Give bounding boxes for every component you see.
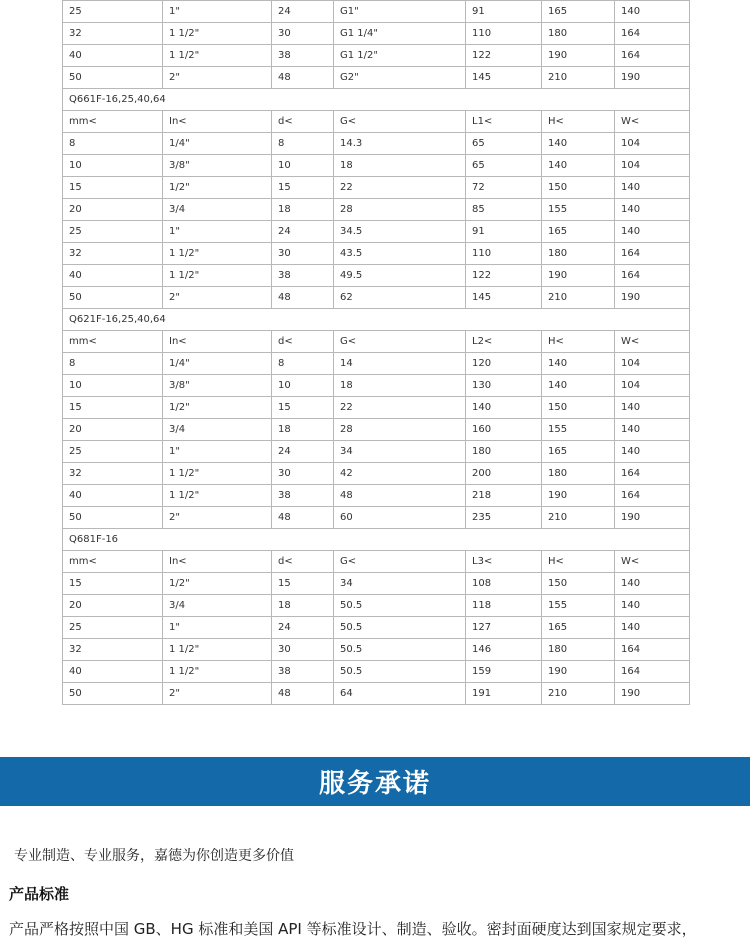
- table-cell: 150: [542, 397, 615, 419]
- column-header: d<: [272, 111, 334, 133]
- table-cell: 159: [466, 661, 542, 683]
- table-cell: 3/4: [163, 199, 272, 221]
- table-row: [63, 617, 690, 639]
- table-cell: 15: [272, 573, 334, 595]
- table-cell: 190: [542, 485, 615, 507]
- table-cell: 165: [542, 221, 615, 243]
- table-cell: 1": [163, 617, 272, 639]
- table-cell: 40: [63, 661, 163, 683]
- column-header: mm<: [63, 331, 163, 353]
- table-cell: 18: [272, 419, 334, 441]
- table-cell: 43.5: [334, 243, 466, 265]
- table-cell: 20: [63, 419, 163, 441]
- table-row: [63, 683, 690, 705]
- table-cell: 1": [163, 441, 272, 463]
- spec-table-body: [63, 1, 690, 705]
- table-cell: 165: [542, 1, 615, 23]
- service-promise-banner: [0, 757, 750, 806]
- table-cell: 140: [615, 199, 690, 221]
- table-cell: 1 1/2": [163, 265, 272, 287]
- table-cell: 164: [615, 485, 690, 507]
- table-cell: 48: [272, 287, 334, 309]
- table-cell: 210: [542, 67, 615, 89]
- table-cell: 190: [615, 67, 690, 89]
- table-cell: 200: [466, 463, 542, 485]
- column-header: mm<: [63, 551, 163, 573]
- table-cell: 150: [542, 573, 615, 595]
- table-cell: 2": [163, 507, 272, 529]
- table-row: [63, 67, 690, 89]
- table-cell: 104: [615, 155, 690, 177]
- table-cell: 20: [63, 595, 163, 617]
- table-cell: 155: [542, 595, 615, 617]
- column-header: L3<: [466, 551, 542, 573]
- table-cell: 140: [615, 617, 690, 639]
- table-cell: 218: [466, 485, 542, 507]
- table-cell: 42: [334, 463, 466, 485]
- table-row: [63, 133, 690, 155]
- table-cell: 10: [272, 375, 334, 397]
- column-header: In<: [163, 331, 272, 353]
- table-cell: 145: [466, 67, 542, 89]
- table-row: [63, 45, 690, 67]
- table-cell: 25: [63, 441, 163, 463]
- table-cell: 15: [63, 573, 163, 595]
- table-cell: 180: [542, 639, 615, 661]
- table-row: [63, 375, 690, 397]
- table-cell: 24: [272, 221, 334, 243]
- table-cell: 1 1/2": [163, 639, 272, 661]
- table-cell: 15: [272, 177, 334, 199]
- table-cell: 15: [272, 397, 334, 419]
- table-row: [63, 485, 690, 507]
- table-cell: 65: [466, 155, 542, 177]
- table-cell: 18: [272, 199, 334, 221]
- table-cell: 40: [63, 485, 163, 507]
- table-row: [63, 243, 690, 265]
- table-cell: 140: [542, 353, 615, 375]
- header-row: [63, 551, 690, 573]
- table-row: [63, 441, 690, 463]
- table-cell: 3/8": [163, 375, 272, 397]
- table-cell: 160: [466, 419, 542, 441]
- table-cell: 14: [334, 353, 466, 375]
- table-cell: 155: [542, 199, 615, 221]
- column-header: d<: [272, 331, 334, 353]
- table-cell: 50.5: [334, 595, 466, 617]
- table-cell: 48: [272, 683, 334, 705]
- table-row: [63, 353, 690, 375]
- table-cell: 2": [163, 67, 272, 89]
- table-cell: 20: [63, 199, 163, 221]
- table-cell: 104: [615, 133, 690, 155]
- table-cell: 180: [466, 441, 542, 463]
- table-cell: 140: [615, 1, 690, 23]
- table-cell: 32: [63, 639, 163, 661]
- table-cell: 65: [466, 133, 542, 155]
- table-row: [63, 265, 690, 287]
- table-cell: 118: [466, 595, 542, 617]
- model-row: [63, 309, 690, 331]
- table-cell: G2": [334, 67, 466, 89]
- table-cell: 34: [334, 441, 466, 463]
- table-cell: 2": [163, 683, 272, 705]
- column-header: G<: [334, 551, 466, 573]
- table-cell: 1": [163, 1, 272, 23]
- column-header: W<: [615, 111, 690, 133]
- table-cell: 18: [334, 375, 466, 397]
- table-cell: 48: [334, 485, 466, 507]
- table-cell: G1 1/4": [334, 23, 466, 45]
- table-cell: 8: [63, 133, 163, 155]
- table-cell: 210: [542, 287, 615, 309]
- table-cell: 164: [615, 265, 690, 287]
- table-cell: 140: [615, 419, 690, 441]
- table-cell: 140: [466, 397, 542, 419]
- table-cell: 140: [615, 595, 690, 617]
- table-cell: 190: [615, 507, 690, 529]
- banner-title: 服务承诺: [318, 769, 431, 799]
- table-cell: 190: [542, 661, 615, 683]
- table-cell: 8: [272, 133, 334, 155]
- table-cell: 48: [272, 507, 334, 529]
- model-row: [63, 529, 690, 551]
- table-cell: 164: [615, 23, 690, 45]
- table-cell: 165: [542, 441, 615, 463]
- column-header: H<: [542, 331, 615, 353]
- table-cell: 1 1/2": [163, 243, 272, 265]
- column-header: L2<: [466, 331, 542, 353]
- model-label: Q621F-16,25,40,64: [63, 309, 690, 331]
- table-cell: 140: [615, 177, 690, 199]
- table-cell: 146: [466, 639, 542, 661]
- table-cell: 164: [615, 45, 690, 67]
- column-header: d<: [272, 551, 334, 573]
- table-cell: 155: [542, 419, 615, 441]
- table-cell: 62: [334, 287, 466, 309]
- table-row: [63, 177, 690, 199]
- table-cell: 104: [615, 375, 690, 397]
- table-cell: 127: [466, 617, 542, 639]
- model-row: [63, 89, 690, 111]
- table-cell: 91: [466, 221, 542, 243]
- table-cell: 190: [542, 265, 615, 287]
- table-cell: 122: [466, 265, 542, 287]
- table-cell: 140: [542, 375, 615, 397]
- product-standard-heading: 产品标准: [9, 885, 70, 903]
- table-cell: 50.5: [334, 617, 466, 639]
- table-row: [63, 199, 690, 221]
- table-cell: 30: [272, 463, 334, 485]
- table-cell: 210: [542, 683, 615, 705]
- table-cell: 25: [63, 617, 163, 639]
- table-cell: 34: [334, 573, 466, 595]
- table-cell: 85: [466, 199, 542, 221]
- table-cell: 8: [272, 353, 334, 375]
- table-cell: 140: [542, 155, 615, 177]
- table-cell: 165: [542, 617, 615, 639]
- table-row: [63, 1, 690, 23]
- table-row: [63, 155, 690, 177]
- table-cell: 150: [542, 177, 615, 199]
- table-cell: 24: [272, 441, 334, 463]
- header-row: [63, 331, 690, 353]
- table-cell: 180: [542, 23, 615, 45]
- table-row: [63, 573, 690, 595]
- slogan-text: 专业制造、专业服务，嘉德为你创造更多价值: [14, 848, 294, 864]
- table-cell: 15: [63, 397, 163, 419]
- table-cell: 104: [615, 353, 690, 375]
- model-label: Q681F-16: [63, 529, 690, 551]
- table-cell: 2": [163, 287, 272, 309]
- table-cell: 120: [466, 353, 542, 375]
- column-header: In<: [163, 551, 272, 573]
- product-standard-text: 产品严格按照中国 GB、HG 标准和美国 API 等标准设计、制造、验收。密封面硬度达到国家规定要求，: [9, 920, 697, 938]
- table-cell: 191: [466, 683, 542, 705]
- table-cell: 110: [466, 23, 542, 45]
- table-cell: 1 1/2": [163, 463, 272, 485]
- table-cell: 190: [615, 287, 690, 309]
- table-cell: 190: [615, 683, 690, 705]
- table-cell: 1/2": [163, 573, 272, 595]
- table-cell: 15: [63, 177, 163, 199]
- table-cell: 140: [615, 573, 690, 595]
- table-row: [63, 639, 690, 661]
- table-cell: 140: [615, 397, 690, 419]
- table-cell: 38: [272, 265, 334, 287]
- table-cell: 50: [63, 287, 163, 309]
- table-cell: 30: [272, 639, 334, 661]
- column-header: H<: [542, 551, 615, 573]
- table-cell: 122: [466, 45, 542, 67]
- table-cell: 49.5: [334, 265, 466, 287]
- column-header: W<: [615, 551, 690, 573]
- column-header: mm<: [63, 111, 163, 133]
- table-row: [63, 419, 690, 441]
- column-header: G<: [334, 331, 466, 353]
- table-cell: 1/2": [163, 397, 272, 419]
- table-cell: 28: [334, 419, 466, 441]
- table-cell: 34.5: [334, 221, 466, 243]
- table-cell: 190: [542, 45, 615, 67]
- table-cell: 32: [63, 243, 163, 265]
- table-cell: 10: [272, 155, 334, 177]
- table-cell: 140: [615, 441, 690, 463]
- table-cell: 140: [615, 221, 690, 243]
- table-cell: 91: [466, 1, 542, 23]
- table-cell: 8: [63, 353, 163, 375]
- table-cell: 164: [615, 639, 690, 661]
- table-cell: 164: [615, 661, 690, 683]
- table-cell: 235: [466, 507, 542, 529]
- table-cell: 38: [272, 661, 334, 683]
- table-cell: G1 1/2": [334, 45, 466, 67]
- table-cell: 24: [272, 617, 334, 639]
- column-header: L1<: [466, 111, 542, 133]
- table-cell: 1 1/2": [163, 23, 272, 45]
- table-cell: 110: [466, 243, 542, 265]
- table-row: [63, 287, 690, 309]
- table-cell: 50: [63, 67, 163, 89]
- table-cell: 50: [63, 683, 163, 705]
- column-header: H<: [542, 111, 615, 133]
- table-cell: 24: [272, 1, 334, 23]
- table-cell: 10: [63, 155, 163, 177]
- model-label: Q661F-16,25,40,64: [63, 89, 690, 111]
- table-cell: G1": [334, 1, 466, 23]
- table-cell: 72: [466, 177, 542, 199]
- table-cell: 3/4: [163, 419, 272, 441]
- table-cell: 1/2": [163, 177, 272, 199]
- table-cell: 145: [466, 287, 542, 309]
- table-cell: 30: [272, 243, 334, 265]
- table-cell: 18: [334, 155, 466, 177]
- table-cell: 1 1/2": [163, 485, 272, 507]
- table-cell: 10: [63, 375, 163, 397]
- table-cell: 14.3: [334, 133, 466, 155]
- table-row: [63, 507, 690, 529]
- column-header: W<: [615, 331, 690, 353]
- table-cell: 32: [63, 23, 163, 45]
- table-cell: 38: [272, 485, 334, 507]
- valve-spec-table: [62, 0, 690, 705]
- table-cell: 22: [334, 397, 466, 419]
- table-cell: 108: [466, 573, 542, 595]
- table-cell: 22: [334, 177, 466, 199]
- table-cell: 25: [63, 1, 163, 23]
- table-row: [63, 397, 690, 419]
- table-cell: 48: [272, 67, 334, 89]
- table-cell: 28: [334, 199, 466, 221]
- table-cell: 3/8": [163, 155, 272, 177]
- table-cell: 1 1/2": [163, 45, 272, 67]
- table-cell: 30: [272, 23, 334, 45]
- table-cell: 3/4: [163, 595, 272, 617]
- table-cell: 32: [63, 463, 163, 485]
- column-header: G<: [334, 111, 466, 133]
- table-cell: 140: [542, 133, 615, 155]
- column-header: In<: [163, 111, 272, 133]
- table-cell: 180: [542, 463, 615, 485]
- table-cell: 1": [163, 221, 272, 243]
- table-cell: 164: [615, 463, 690, 485]
- table-cell: 50: [63, 507, 163, 529]
- table-cell: 50.5: [334, 639, 466, 661]
- table-row: [63, 595, 690, 617]
- header-row: [63, 111, 690, 133]
- table-cell: 60: [334, 507, 466, 529]
- table-row: [63, 221, 690, 243]
- table-cell: 40: [63, 265, 163, 287]
- table-cell: 40: [63, 45, 163, 67]
- table-cell: 50.5: [334, 661, 466, 683]
- table-cell: 25: [63, 221, 163, 243]
- table-cell: 1/4": [163, 133, 272, 155]
- table-cell: 180: [542, 243, 615, 265]
- table-cell: 210: [542, 507, 615, 529]
- table-cell: 1/4": [163, 353, 272, 375]
- table-row: [63, 661, 690, 683]
- table-cell: 164: [615, 243, 690, 265]
- table-cell: 18: [272, 595, 334, 617]
- table-row: [63, 23, 690, 45]
- table-cell: 64: [334, 683, 466, 705]
- table-cell: 130: [466, 375, 542, 397]
- table-cell: 38: [272, 45, 334, 67]
- table-row: [63, 463, 690, 485]
- table-cell: 1 1/2": [163, 661, 272, 683]
